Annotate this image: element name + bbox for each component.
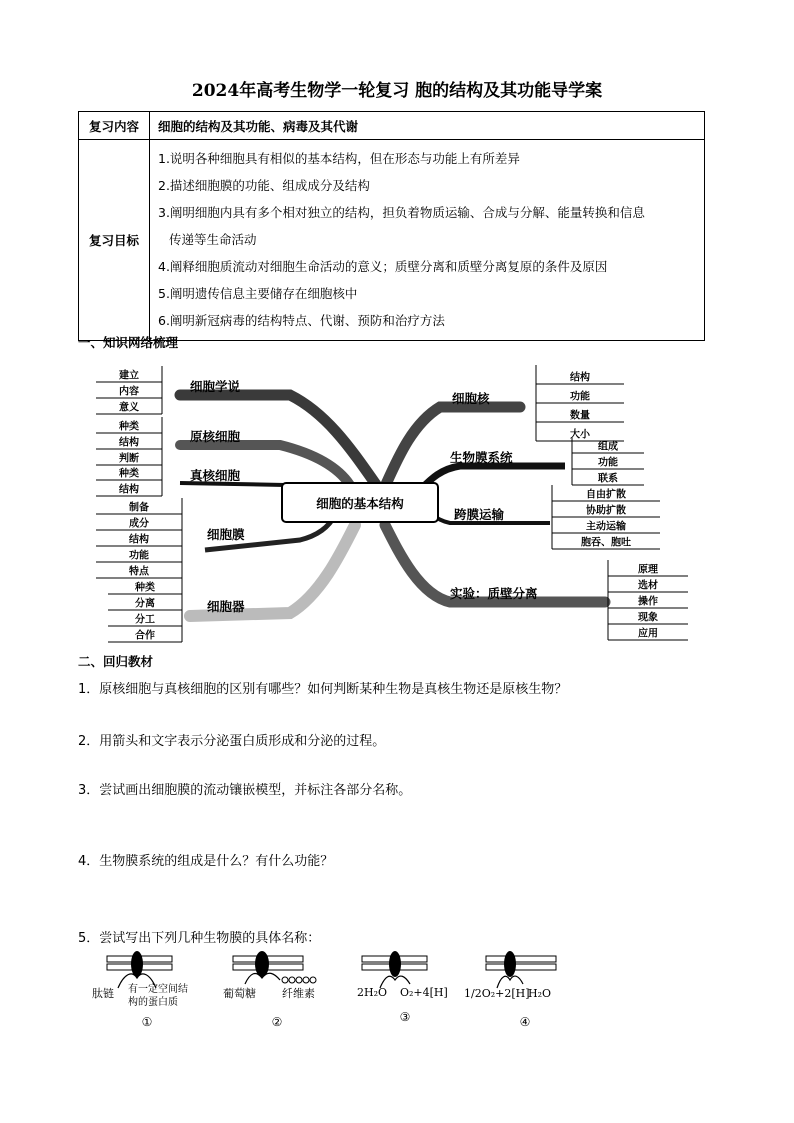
branch-item-label: 数量 <box>570 410 590 422</box>
membrane-1-right-label-line2: 构的蛋白质 <box>128 997 178 1008</box>
membrane-1-number: ① <box>141 1015 153 1029</box>
branch-left-5 <box>108 578 245 642</box>
question-5: 5．尝试写出下列几种生物膜的具体名称： <box>78 931 321 946</box>
section-heading-knowledge-map: 一、知识网络梳理 <box>78 335 179 350</box>
membrane-2-left-label: 葡萄糖 <box>223 987 256 1000</box>
branch-item-label: 结构 <box>570 372 590 384</box>
goal-item-continued: 传递等生命活动 <box>169 232 257 247</box>
goal-item: 4.阐释细胞质流动对细胞生命活动的意义；质壁分离和质壁分离复原的条件及原因 <box>158 259 608 274</box>
membrane-protein <box>131 951 143 977</box>
branch-label: 细胞膜 <box>207 527 245 542</box>
content-label: 复习内容 <box>79 112 150 140</box>
branch-label: 原核细胞 <box>190 429 241 444</box>
branch-right-2 <box>450 437 644 485</box>
goal-item: 1.说明各种细胞具有相似的基本结构，但在形态与功能上有所差异 <box>158 151 520 166</box>
mind-map-center-label: 细胞的基本结构 <box>316 496 404 511</box>
branch-label: 跨膜运输 <box>454 507 505 522</box>
membrane-figure-2 <box>223 951 316 1029</box>
branch-item-label: 合作 <box>135 630 155 642</box>
branch-connector <box>180 483 285 485</box>
review-goals-row <box>79 140 705 341</box>
branch-left-4 <box>96 498 245 578</box>
branch-item-label: 协助扩散 <box>586 505 626 517</box>
review-table <box>78 111 705 341</box>
branch-connector <box>420 466 565 490</box>
membrane-figure-1 <box>92 951 188 1029</box>
branch-right-3 <box>454 485 660 549</box>
branch-label: 细胞核 <box>452 391 490 406</box>
membrane-2-right-label: 纤维素 <box>282 987 315 1000</box>
branch-item-label: 特点 <box>129 566 149 578</box>
membrane-figure-3 <box>357 951 448 1024</box>
branch-item-label: 成分 <box>129 518 149 530</box>
branch-label: 细胞器 <box>207 599 245 614</box>
branch-item-label: 功能 <box>129 550 149 562</box>
branch-item-label: 分离 <box>135 598 155 610</box>
mind-map-left-branches <box>96 366 245 642</box>
branch-label: 实验：质壁分离 <box>450 586 538 601</box>
membrane-1-left-label: 肽链 <box>92 987 114 1000</box>
goal-item: 6.阐明新冠病毒的结构特点、代谢、预防和治疗方法 <box>158 313 445 328</box>
goal-item: 5.阐明遗传信息主要储存在细胞核中 <box>158 286 358 301</box>
branch-item-label: 现象 <box>638 612 658 624</box>
membrane-figures <box>0 948 794 1038</box>
branch-left-2 <box>96 417 241 465</box>
branch-item-label: 大小 <box>570 429 590 441</box>
branch-item-label: 制备 <box>129 502 149 514</box>
branch-item-label: 操作 <box>638 596 658 608</box>
question-3: 3．尝试画出细胞膜的流动镶嵌模型，并标注各部分名称。 <box>78 783 412 798</box>
branch-item-label: 结构 <box>119 484 139 496</box>
mind-map <box>0 355 794 645</box>
branch-item-label: 应用 <box>638 628 658 640</box>
branch-item-label: 结构 <box>119 437 139 449</box>
branch-item-label: 自由扩散 <box>586 489 626 501</box>
branch-label: 细胞学说 <box>190 379 241 394</box>
membrane-3-number: ③ <box>399 1010 411 1024</box>
branch-item-label: 选材 <box>638 580 658 592</box>
bilayer-bottom <box>486 964 556 970</box>
membrane-3-left-label: 2H₂O <box>357 986 388 999</box>
goals-list <box>150 140 705 341</box>
question-2: 2．用箭头和文字表示分泌蛋白质形成和分泌的过程。 <box>78 734 386 749</box>
branch-item-label: 意义 <box>119 402 139 414</box>
goals-label: 复习目标 <box>79 140 150 341</box>
branch-item-label: 主动运输 <box>586 521 626 533</box>
goal-item: 3.阐明细胞内具有多个相对独立的结构，担负着物质运输、合成与分解、能量转换和信息 <box>158 205 645 220</box>
branch-item-label: 功能 <box>570 391 590 403</box>
branch-item-label: 组成 <box>598 441 618 453</box>
membrane-protein <box>255 951 269 977</box>
fiber-chain-icon <box>282 977 316 983</box>
page-title: 2024年高考生物学一轮复习 胞的结构及其功能导学案 <box>191 81 603 101</box>
branch-item-label: 种类 <box>119 421 139 433</box>
branch-item-label: 功能 <box>598 457 618 469</box>
membrane-4-left-label: 1/2O₂+2[H] <box>464 987 530 1000</box>
bilayer-top <box>486 956 556 962</box>
branch-label: 生物膜系统 <box>450 450 513 465</box>
branch-item-label: 种类 <box>135 582 155 594</box>
branch-item-label: 胞吞、胞吐 <box>581 537 631 549</box>
membrane-protein <box>389 951 401 977</box>
branch-label: 真核细胞 <box>190 468 241 483</box>
branch-item-label: 原理 <box>638 564 658 576</box>
branch-item-label: 判断 <box>119 453 139 465</box>
membrane-1-right-label-line1: 有一定空间结 <box>128 984 188 995</box>
branch-right-1 <box>452 365 624 441</box>
membrane-figure-4 <box>464 951 556 1029</box>
branch-left-3 <box>96 464 241 496</box>
branch-item-label: 内容 <box>119 386 139 398</box>
section-heading-textbook: 二、回归教材 <box>78 654 154 669</box>
membrane-4-number: ④ <box>519 1015 531 1029</box>
branch-item-label: 种类 <box>119 468 139 480</box>
goal-item: 2.描述细胞膜的功能、组成成分及结构 <box>158 178 370 193</box>
branch-item-label: 联系 <box>598 473 618 485</box>
question-4: 4．生物膜系统的组成是什么？有什么功能？ <box>78 854 334 869</box>
branch-left-1 <box>96 366 241 414</box>
review-content-row <box>79 112 705 140</box>
membrane-4-right-label: H₂O <box>528 987 552 1000</box>
question-1: 1．原核细胞与真核细胞的区别有哪些？如何判断某种生物是真核生物还是原核生物？ <box>78 682 568 697</box>
membrane-3-right-label: O₂+4[H] <box>400 986 448 999</box>
branch-item-label: 结构 <box>129 534 149 546</box>
membrane-protein <box>504 951 516 977</box>
branch-item-label: 分工 <box>135 614 155 626</box>
content-value: 细胞的结构及其功能、病毒及其代谢 <box>150 112 705 140</box>
membrane-2-number: ② <box>271 1015 283 1029</box>
branch-item-label: 建立 <box>119 370 139 382</box>
